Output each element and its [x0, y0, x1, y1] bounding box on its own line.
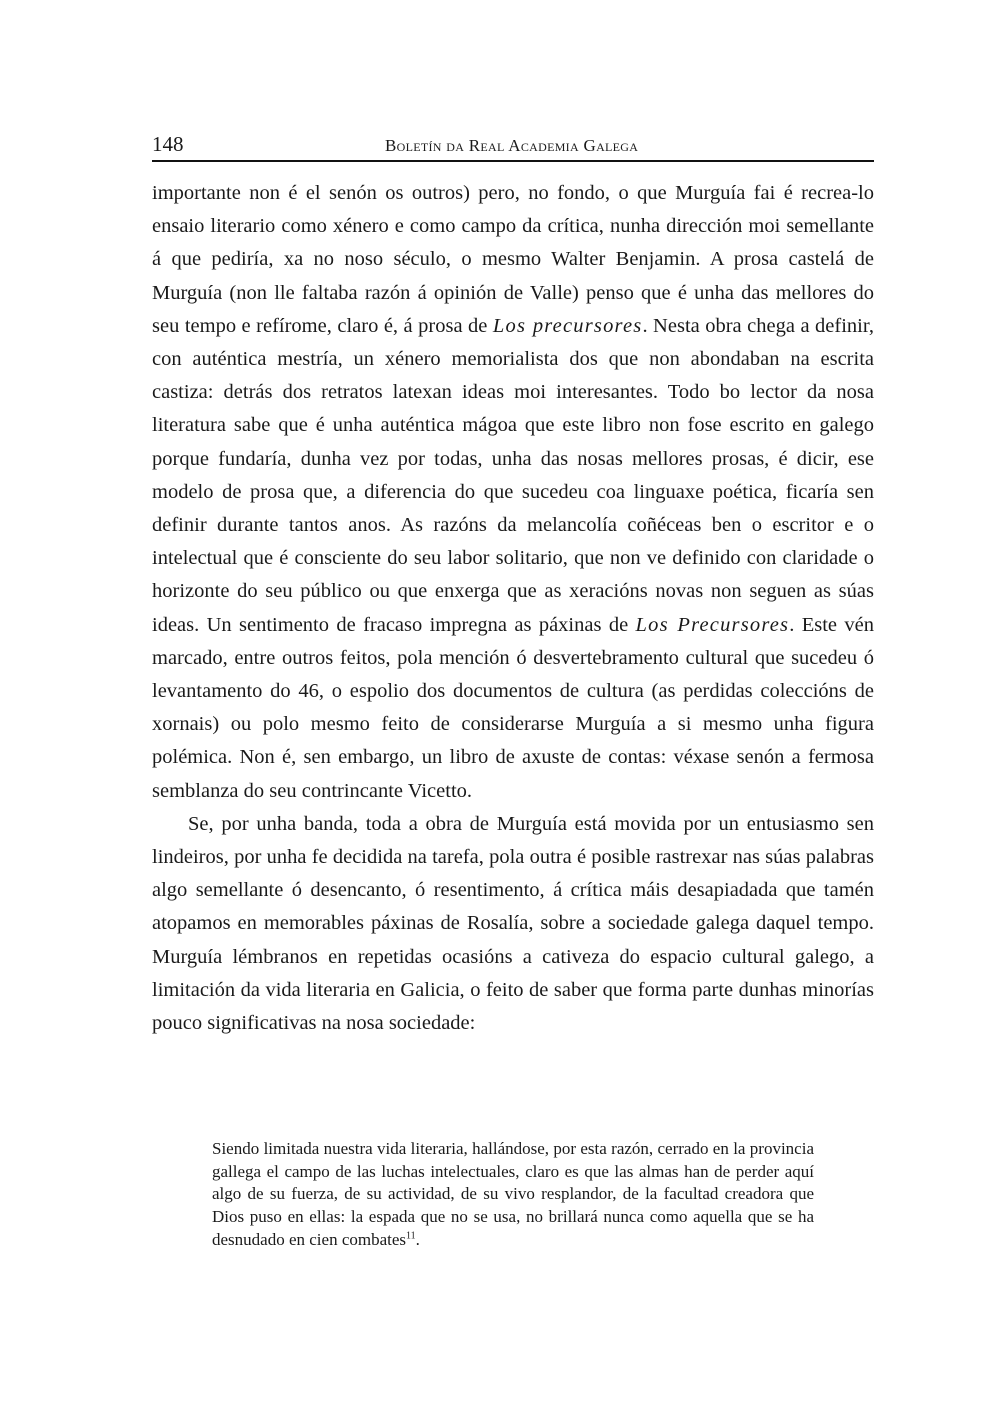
paragraph-2: Se, por unha banda, toda a obra de Murguía está movida por un entusiasmo sen lindeiros, por unha fe decidida na tarefa, pola outra é posible rastrexar nas súas palabras algo semellante ó desencanto, ó resentimento, á crítica máis desapiadada que tamén atopamos en memorables páxinas de Rosalía, sobre a sociedade galega daquel tempo. Murguía lémbranos en repetidas ocasións a cativeza do espacio cultural galego, a limitación da vida literaria en Galicia, o feito de saber que forma parte dunhas minorías pouco significativas na nosa sociedade: — [152, 812, 874, 1035]
quote-end: . — [415, 1229, 420, 1249]
page-header — [152, 128, 874, 162]
page-number: 148 — [152, 132, 184, 156]
paragraph-1-part-2: . Nesta obra chega a definir, con auténtica mestría, un xénero memorialista dos que non abondaban na escrita castiza: detrás dos retratos latexan ideas moi interesantes. Todo bo lector da nosa literatura sabe que é unha auténtica mágoa que este libro non fose escrito en galego porque fundaría, dunha vez por todas, unha das nosas mellores prosas, é dicir, ese modelo de prosa que, a diferencia do que sucedeu coa linguaxe poética, ficaría sen definir durante tantos anos. As razóns da melancolía coñéceas ben o escritor e o intelectual que é consciente do seu labor solitario, que non ve definido con claridade o horizonte do seu público ou que enxerga que as xeracións novas non seguen as súas ideas. Un sentimento de fracaso impregna as páxinas de — [152, 314, 874, 636]
book-title-los-precursores: Los precursores — [492, 314, 643, 337]
book-title-los-precursores-2: Los Precursores — [635, 613, 790, 636]
quote-text: Siendo limitada nuestra vida literaria, hallándose, por esta razón, cerrado en la provincia gallega el campo de las luchas intelectuales, claro es que las almas han de perder aquí algo de su fuerza, de su actividad, de su vivo resplandor, de la facultad creadora que Dios puso en ellas: la espada que no se usa, no brillará nunca como aquella que se ha desnudado en cien combates — [212, 1139, 814, 1249]
document-page — [152, 0, 874, 1417]
paragraph-1-part-3: . Este vén marcado, entre outros feitos, pola mención ó desvertebramento cultural que sucedeu ó levantamento do 46, o espolio dos documentos de cultura (as perdidas coleccións de xornais) ou polo mesmo feito de considerarse Murguía a si mesmo unha figura polémica. Non é, sen embargo, un libro de axuste de contas: véxase senón a fermosa semblanza do seu contrincante Vicetto. — [152, 613, 874, 802]
running-head: Boletín da Real Academia Galega — [385, 136, 639, 155]
block-quote — [212, 1138, 814, 1252]
footnote-marker: 11 — [406, 1230, 416, 1242]
body-text — [152, 177, 874, 1040]
paragraph-1-part-1: importante non é el senón os outros) pero, no fondo, o que Murguía fai é recrea-lo ensaio literario como xénero e como campo da crítica, nunha dirección moi semellante á que pediría, xa no noso século, o mesmo Walter Benjamin. A prosa castelá de Murguía (non lle faltaba razón á opinión de Valle) penso que é unha das mellores do seu tempo e refírome, claro é, á prosa de — [152, 182, 874, 337]
paragraph-1 — [152, 177, 874, 808]
